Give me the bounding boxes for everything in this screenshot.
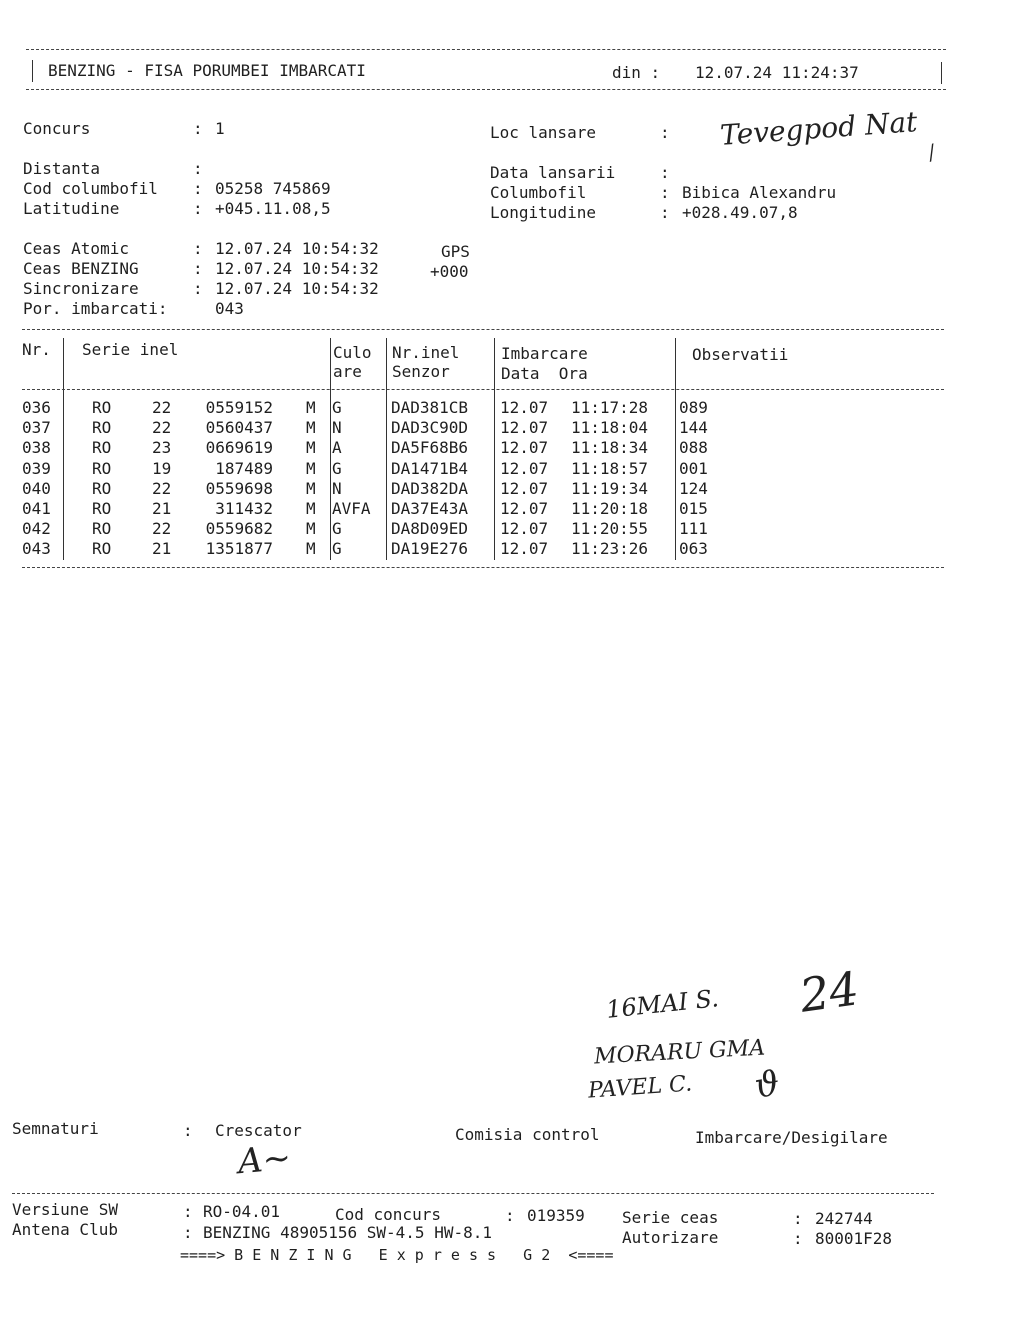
crescator-label: Crescator [215,1121,302,1140]
sincronizare-colon: : [193,279,203,298]
columbofil-label: Columbofil [490,183,587,202]
row-color: G [332,519,342,539]
row-obs: 089 [679,398,708,417]
row-obs: 001 [679,458,708,478]
row-country: RO [92,398,112,417]
th-senzor-2: Senzor [392,362,450,381]
row-sensor: DAD382DA [391,478,469,498]
row-color: G [332,398,342,417]
benzing-express-banner: ====> B E N Z I N G E x p r e s s G 2 <==== [180,1246,614,1264]
row-country: RO [92,478,112,498]
row-color: N [332,478,342,498]
row-time: 11:18:34 [571,438,649,458]
loc-lansare-colon: : [660,123,670,142]
row-sensor: DA5F68B6 [391,438,469,458]
table-top-rule [22,329,944,330]
row-country: RO [92,438,112,458]
autorizare-colon: : [793,1229,803,1248]
autorizare-label: Autorizare [622,1228,719,1247]
header-bottom-rule [26,89,946,90]
row-color: A [332,438,342,458]
table-row [0,499,1024,519]
row-country: RO [92,519,112,539]
date-label: din : [612,63,661,82]
columbofil-colon: : [660,183,670,202]
row-date: 12.07 [500,458,549,478]
antena-club-colon: : [183,1223,193,1242]
th-culoare-2: are [333,362,362,381]
columbofil-value: Bibica Alexandru [682,183,837,202]
comisia-control-label: Comisia control [455,1125,600,1144]
row-color: AVFA [332,499,371,518]
row-country: RO [92,539,112,559]
imbarcare-desigilare-label: Imbarcare/Desigilare [695,1128,888,1147]
row-sex: M [306,478,316,498]
loc-lansare-label: Loc lansare [490,123,596,142]
row-ring: 187489 [215,458,273,478]
row-nr: 036 [22,398,51,417]
crescator-signature: A~ [236,1137,293,1183]
row-time: 11:18:57 [571,458,649,478]
th-imbarcare-1: Imbarcare [501,344,588,363]
row-sex: M [306,418,316,438]
row-country: RO [92,499,112,518]
cod-columbofil-colon: : [193,179,203,198]
th-culoare-1: Culo [333,343,372,362]
por-imbarcati-value: 043 [215,299,244,318]
row-nr: 040 [22,478,51,498]
th-imbarcare-2: Data Ora [501,364,588,383]
row-sex: M [306,438,316,458]
row-date: 12.07 [500,478,549,498]
handwritten-signature-stroke: 24 [796,961,863,1023]
row-obs: 111 [679,519,708,539]
row-sensor: DA37E43A [391,499,469,518]
data-lansarii-label: Data lansarii [490,163,616,182]
row-year: 22 [152,418,172,438]
row-year: 22 [152,478,172,498]
cod-concurs-value: 019359 [527,1206,585,1225]
cod-concurs-colon: : [505,1206,515,1225]
row-year: 22 [152,398,172,417]
row-year: 23 [152,438,172,458]
latitudine-value: +045.11.08,5 [215,199,331,218]
por-imbarcati-label: Por. imbarcati: [23,299,168,318]
row-sex: M [306,458,316,478]
semnaturi-label: Semnaturi [12,1119,99,1138]
row-nr: 037 [22,418,51,438]
table-row [0,398,1024,418]
table-row [0,438,1024,458]
row-ring: 0559682 [205,519,273,539]
serie-ceas-label: Serie ceas [622,1208,719,1227]
ceas-benzing-label: Ceas BENZING [23,259,139,278]
autorizare-value: 80001F28 [815,1229,893,1248]
table-header-rule [22,389,944,390]
row-sensor: DA19E276 [391,539,469,559]
row-color: N [332,418,342,438]
row-ring: 1351877 [205,539,273,559]
th-senzor-1: Nr.inel [392,343,460,362]
header-top-rule [26,49,946,50]
concurs-colon: : [193,119,213,138]
ceas-atomic-colon: : [193,239,203,258]
row-time: 11:17:28 [571,398,649,417]
row-ring: 0559152 [205,398,273,417]
row-obs: 144 [679,418,708,438]
row-nr: 039 [22,458,51,478]
concurs-label: Concurs [23,119,91,138]
footer-top-rule [12,1193,934,1194]
longitudine-label: Longitudine [490,203,596,222]
row-obs: 015 [679,499,708,518]
header-right-border [941,62,942,84]
header-left-border [32,60,33,82]
row-sensor: DA8D09ED [391,519,469,539]
row-obs: 088 [679,438,708,458]
distanta-colon: : [193,159,203,178]
row-nr: 042 [22,519,51,539]
row-sensor: DA1471B4 [391,458,469,478]
handwritten-note-date: 16MAI S. [604,984,720,1024]
versiune-sw-colon: : [183,1202,193,1221]
table-row [0,418,1024,438]
row-ring: 0669619 [205,438,273,458]
row-time: 11:20:18 [571,499,649,518]
handwritten-scribble: ϑ [751,1063,783,1107]
table-bottom-rule [22,567,944,568]
date-value: 12.07.24 11:24:37 [695,63,859,82]
row-date: 12.07 [500,539,549,559]
row-time: 11:19:34 [571,478,649,498]
ceas-atomic-value: 12.07.24 10:54:32 [215,239,379,258]
serie-ceas-colon: : [793,1209,803,1228]
data-lansarii-colon: : [660,163,670,182]
row-nr: 038 [22,438,51,458]
row-date: 12.07 [500,519,549,539]
sincronizare-value: 12.07.24 10:54:32 [215,279,379,298]
row-color: G [332,539,342,559]
row-sex: M [306,499,316,518]
table-row [0,539,1024,559]
ceas-benzing-suffix: +000 [430,262,469,281]
row-nr: 043 [22,539,51,559]
versiune-sw-value: RO-04.01 [203,1202,281,1221]
row-country: RO [92,418,112,438]
ceas-benzing-colon: : [193,259,203,278]
row-sensor: DAD3C90D [391,418,469,438]
row-obs: 124 [679,478,708,498]
row-year: 22 [152,519,172,539]
row-time: 11:23:26 [571,539,649,559]
row-nr: 041 [22,499,51,518]
ceas-benzing-value: 12.07.24 10:54:32 [215,259,379,278]
th-nr: Nr. [22,340,51,359]
semnaturi-colon: : [183,1121,193,1140]
row-year: 21 [152,539,172,559]
page-title: BENZING - FISA PORUMBEI IMBARCATI [48,61,366,80]
serie-ceas-value: 242744 [815,1209,873,1228]
cod-columbofil-value: 05258 745869 [215,179,331,198]
table-row [0,519,1024,539]
distanta-label: Distanta [23,159,101,178]
longitudine-value: +028.49.07,8 [682,203,798,222]
th-serie-inel: Serie inel [82,340,179,359]
ceas-atomic-suffix: GPS [441,242,470,261]
handwritten-name-2: PAVEL C. [587,1071,693,1104]
row-date: 12.07 [500,398,549,417]
antena-club-label: Antena Club [12,1220,118,1239]
row-ring: 0559698 [205,478,273,498]
versiune-sw-label: Versiune SW [12,1200,118,1219]
row-color: G [332,458,342,478]
th-observatii: Observatii [692,345,789,364]
row-time: 11:18:04 [571,418,649,438]
row-time: 11:20:55 [571,519,649,539]
row-sex: M [306,539,316,559]
antena-club-value: BENZING 48905156 SW-4.5 HW-8.1 [203,1223,492,1242]
row-date: 12.07 [500,499,549,518]
row-sex: M [306,519,316,539]
latitudine-label: Latitudine [23,199,120,218]
loc-lansare-value: Tevegpod Nat [719,105,919,152]
row-year: 19 [152,458,172,478]
cod-columbofil-label: Cod columbofil [23,179,158,198]
concurs-value: 1 [215,119,225,138]
row-year: 21 [152,499,172,518]
row-obs: 063 [679,539,708,559]
handwritten-dash-mark: / [924,139,939,165]
sincronizare-label: Sincronizare [23,279,139,298]
row-ring: 311432 [215,499,273,518]
cod-concurs-label: Cod concurs [335,1205,441,1224]
ceas-atomic-label: Ceas Atomic [23,239,129,258]
row-date: 12.07 [500,438,549,458]
table-row [0,459,1024,479]
row-sensor: DAD381CB [391,398,469,417]
row-date: 12.07 [500,418,549,438]
longitudine-colon: : [660,203,670,222]
latitudine-colon: : [193,199,203,218]
table-row [0,479,1024,499]
row-ring: 0560437 [205,418,273,438]
row-country: RO [92,458,112,478]
row-sex: M [306,398,316,417]
handwritten-name-1: MORARU GMA [593,1035,766,1070]
